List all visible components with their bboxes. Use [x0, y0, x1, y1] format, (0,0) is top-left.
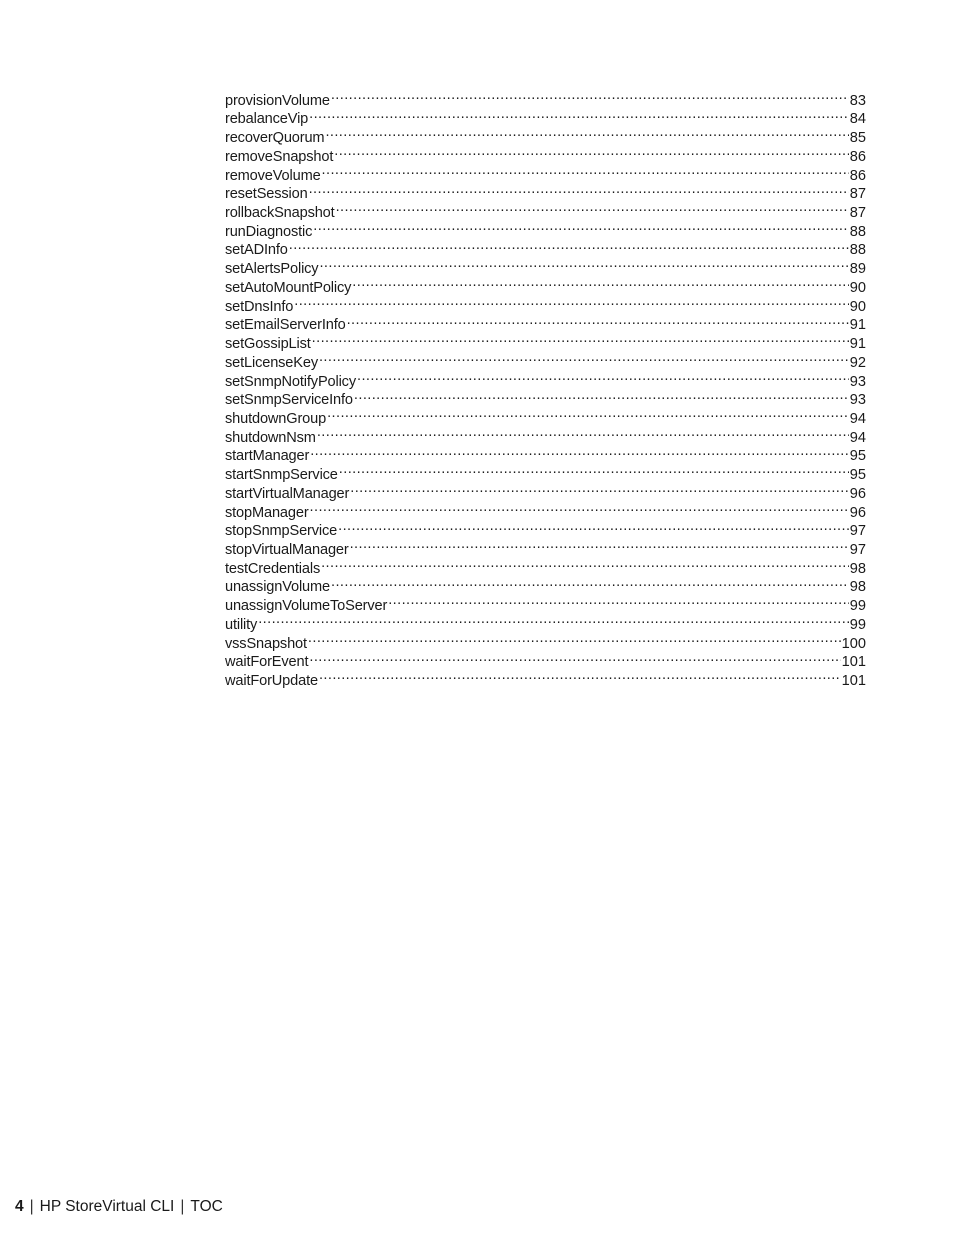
toc-entry-label: unassignVolume — [225, 579, 330, 596]
toc-entry-label: rollbackSnapshot — [225, 205, 335, 222]
toc-entry-page-number: 86 — [849, 148, 866, 165]
toc-entry-label: waitForUpdate — [225, 673, 318, 689]
toc-entry[interactable] — [225, 180, 866, 203]
toc-entry-label: unassignVolumeToServer — [225, 598, 388, 615]
toc-entry[interactable] — [225, 517, 866, 540]
toc-entry[interactable] — [225, 498, 866, 521]
toc-entry-page-number: 90 — [849, 279, 866, 296]
toc-entry-label: runDiagnostic — [225, 223, 313, 240]
footer-page-number: 4 — [15, 1198, 24, 1215]
toc-dot-leader — [313, 217, 848, 236]
toc-entry[interactable] — [225, 236, 866, 259]
toc-dot-leader — [310, 442, 849, 461]
toc-dot-leader — [334, 142, 849, 161]
toc-entry-label: shutdownGroup — [225, 410, 327, 427]
toc-entry[interactable] — [225, 573, 866, 596]
toc-dot-leader — [319, 348, 849, 367]
table-of-contents — [225, 86, 866, 689]
footer-document-title: HP StoreVirtual CLI — [39, 1198, 175, 1215]
toc-entry-page-number: 89 — [849, 261, 866, 278]
toc-entry[interactable] — [225, 554, 866, 577]
toc-entry-label: startVirtualManager — [225, 485, 350, 502]
toc-dot-leader — [347, 311, 849, 330]
toc-entry-label: vssSnapshot — [225, 635, 307, 652]
toc-entry-label: stopManager — [225, 504, 309, 521]
toc-dot-leader — [388, 591, 849, 610]
toc-entry[interactable] — [225, 648, 866, 671]
toc-dot-leader — [336, 198, 849, 217]
toc-entry-page-number: 93 — [849, 392, 866, 409]
toc-entry-label: testCredentials — [225, 560, 321, 577]
toc-dot-leader — [309, 105, 849, 124]
toc-entry-page-number: 85 — [849, 130, 866, 147]
toc-dot-leader — [309, 180, 849, 199]
toc-entry-label: setADInfo — [225, 242, 288, 259]
toc-entry-label: rebalanceVip — [225, 111, 309, 128]
footer-section: TOC — [190, 1198, 223, 1215]
toc-entry-page-number: 91 — [849, 317, 866, 334]
toc-entry-page-number: 92 — [849, 354, 866, 371]
toc-dot-leader — [339, 460, 849, 479]
footer-separator: | — [180, 1198, 185, 1215]
toc-entry-label: setSnmpServiceInfo — [225, 392, 353, 409]
toc-entry-page-number: 94 — [849, 429, 866, 446]
toc-dot-leader — [308, 629, 841, 648]
toc-dot-leader — [319, 666, 841, 685]
toc-dot-leader — [325, 123, 848, 142]
toc-entry[interactable] — [225, 105, 866, 128]
toc-entry[interactable] — [225, 273, 866, 296]
toc-entry-label: setAlertsPolicy — [225, 261, 319, 278]
toc-dot-leader — [331, 573, 849, 592]
toc-entry-page-number: 100 — [841, 635, 866, 652]
toc-dot-leader — [322, 161, 849, 180]
toc-entry-page-number: 86 — [849, 167, 866, 184]
toc-entry-page-number: 88 — [849, 223, 866, 240]
toc-dot-leader — [294, 292, 849, 311]
toc-entry-page-number: 99 — [849, 598, 866, 615]
toc-entry[interactable] — [225, 86, 866, 109]
toc-entry-label: recoverQuorum — [225, 130, 325, 147]
toc-entry[interactable] — [225, 198, 866, 222]
toc-dot-leader — [289, 236, 849, 255]
toc-entry-label: stopSnmpService — [225, 523, 338, 540]
toc-entry-page-number: 87 — [849, 205, 866, 222]
toc-entry-label: setSnmpNotifyPolicy — [225, 373, 356, 390]
toc-entry-label: startSnmpService — [225, 467, 338, 484]
toc-entry[interactable] — [225, 460, 866, 484]
toc-entry-page-number: 101 — [841, 673, 866, 689]
toc-entry-page-number: 101 — [841, 654, 866, 671]
toc-entry-page-number: 96 — [849, 504, 866, 521]
toc-dot-leader — [357, 367, 849, 386]
toc-entry[interactable] — [225, 423, 866, 446]
toc-entry[interactable] — [225, 610, 866, 633]
toc-entry[interactable] — [225, 161, 866, 184]
toc-entry[interactable] — [225, 348, 866, 371]
toc-entry-page-number: 97 — [849, 541, 866, 558]
toc-entry-label: shutdownNsm — [225, 429, 316, 446]
toc-entry-page-number: 94 — [849, 410, 866, 427]
toc-entry-label: waitForEvent — [225, 654, 309, 671]
toc-entry[interactable] — [225, 329, 866, 353]
toc-entry[interactable] — [225, 629, 866, 652]
toc-entry-label: setEmailServerInfo — [225, 317, 346, 334]
toc-entry-label: setDnsInfo — [225, 298, 294, 315]
toc-entry-page-number: 87 — [849, 186, 866, 203]
toc-entry-page-number: 88 — [849, 242, 866, 259]
toc-entry-label: startManager — [225, 448, 310, 465]
page-footer — [15, 1196, 223, 1218]
toc-entry-label: stopVirtualManager — [225, 541, 349, 558]
toc-entry[interactable] — [225, 217, 866, 240]
toc-entry[interactable] — [225, 311, 866, 334]
toc-entry-page-number: 97 — [849, 523, 866, 540]
toc-dot-leader — [331, 86, 849, 105]
toc-entry-label: setAutoMountPolicy — [225, 279, 352, 296]
toc-dot-leader — [321, 554, 849, 573]
toc-entry-page-number: 84 — [849, 111, 866, 128]
toc-entry-page-number: 93 — [849, 373, 866, 390]
toc-dot-leader — [310, 498, 849, 517]
toc-entry-label: utility — [225, 616, 258, 633]
toc-dot-leader — [338, 517, 849, 536]
toc-dot-leader — [317, 423, 849, 442]
toc-entry-label: setLicenseKey — [225, 354, 318, 371]
toc-entry-label: removeVolume — [225, 167, 321, 184]
toc-entry-label: provisionVolume — [225, 92, 330, 109]
toc-entry[interactable] — [225, 292, 866, 315]
footer-separator: | — [29, 1198, 34, 1215]
toc-dot-leader — [312, 329, 849, 348]
toc-entry-page-number: 90 — [849, 298, 866, 315]
toc-dot-leader — [319, 254, 848, 273]
toc-dot-leader — [354, 386, 849, 405]
toc-entry-page-number: 95 — [849, 467, 866, 484]
toc-entry-page-number: 91 — [849, 336, 866, 353]
toc-dot-leader — [350, 535, 849, 554]
toc-dot-leader — [327, 404, 849, 423]
toc-dot-leader — [258, 610, 849, 629]
toc-dot-leader — [352, 273, 848, 292]
toc-dot-leader — [309, 648, 840, 667]
toc-entry-page-number: 98 — [849, 560, 866, 577]
toc-entry[interactable] — [225, 123, 866, 147]
toc-entry-page-number: 95 — [849, 448, 866, 465]
toc-dot-leader — [350, 479, 849, 498]
toc-entry-label: resetSession — [225, 186, 308, 203]
toc-entry[interactable] — [225, 442, 866, 465]
toc-entry[interactable] — [225, 254, 866, 278]
toc-entry[interactable] — [225, 367, 866, 390]
toc-entry-page-number: 99 — [849, 616, 866, 633]
toc-entry[interactable] — [225, 666, 866, 689]
toc-entry-page-number: 83 — [849, 92, 866, 109]
toc-entry-label: setGossipList — [225, 336, 311, 353]
toc-entry-page-number: 96 — [849, 485, 866, 502]
toc-entry-label: removeSnapshot — [225, 148, 334, 165]
toc-entry-page-number: 98 — [849, 579, 866, 596]
